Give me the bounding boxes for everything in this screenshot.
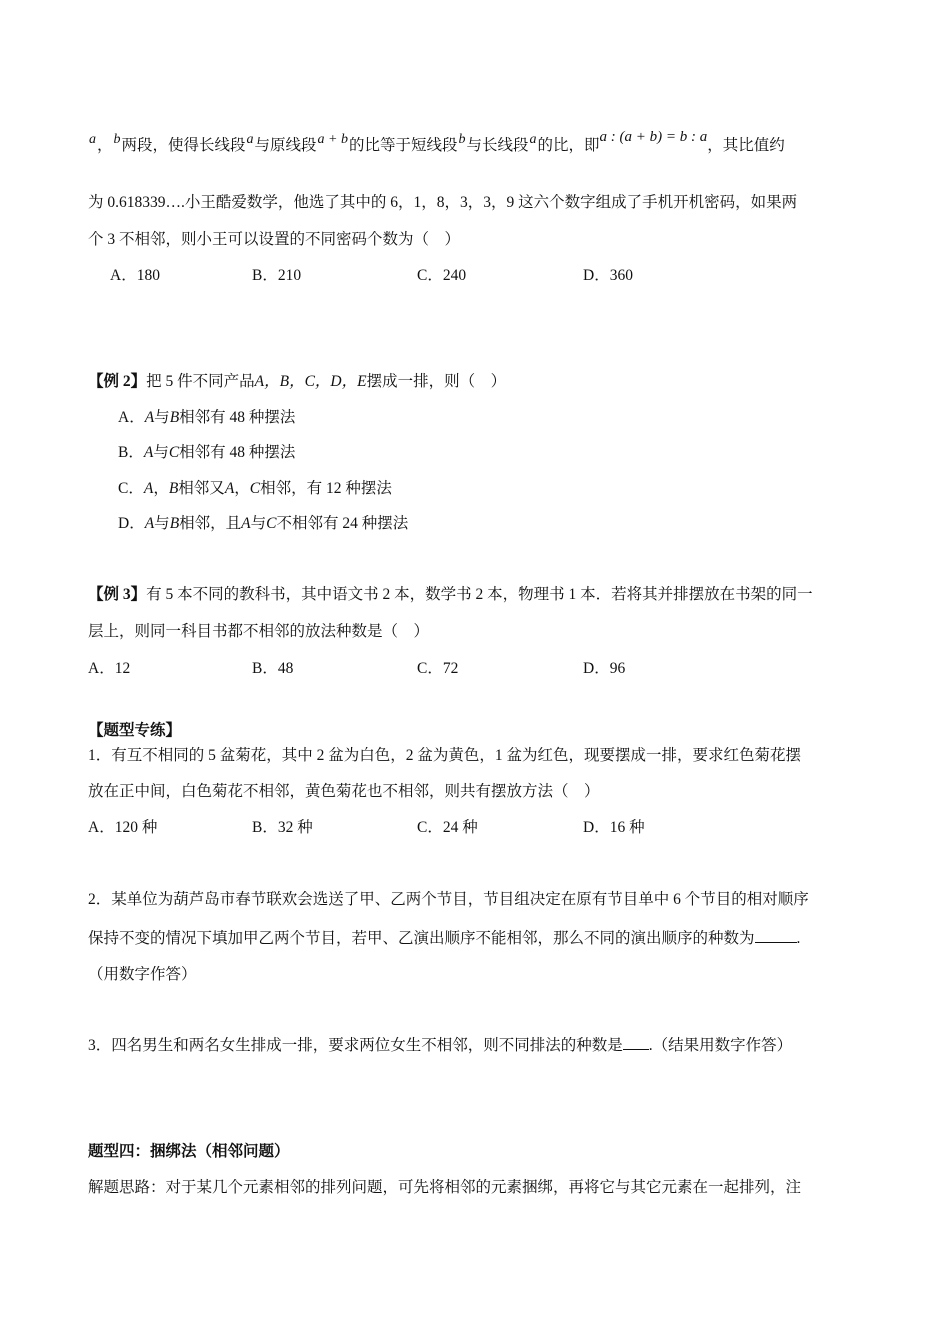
var: A bbox=[144, 409, 155, 426]
option-b: B．48 bbox=[252, 660, 294, 677]
text-segment: 与 bbox=[154, 515, 170, 532]
text-segment: 的比，即 bbox=[537, 137, 600, 154]
option-c: C．24 种 bbox=[417, 819, 478, 836]
golden-ratio-formula: a : (a + b) = b : a bbox=[599, 129, 708, 145]
intro-line-1 bbox=[88, 129, 862, 158]
practice-heading: 【题型专练】 bbox=[88, 722, 182, 739]
text-segment: 摆成一排，则（ ） bbox=[366, 373, 507, 390]
text-segment: 保持不变的情况下填加甲乙两个节目，若甲、乙演出顺序不能相邻，那么不同的演出顺序的种数为 bbox=[88, 930, 755, 947]
example-3-label: 【例 3】 bbox=[88, 586, 147, 603]
text-segment: 与长线段 bbox=[466, 137, 529, 154]
product-vars: A，B，C，D，E bbox=[254, 373, 367, 390]
text-segment: 与原线段 bbox=[254, 137, 317, 154]
option-a: A．120 种 bbox=[88, 819, 158, 836]
section-4-heading: 题型四：捆绑法（相邻问题） bbox=[88, 1143, 290, 1160]
practice-q3-line bbox=[88, 1035, 862, 1057]
practice-q1-line-1: 1．有互不相同的 5 盆菊花，其中 2 盆为白色，2 盆为黄色，1 盆为红色，现要摆成一排，要求红色菊花摆 bbox=[88, 747, 802, 764]
text-segment: 与 bbox=[250, 515, 267, 532]
practice-q2-line-1: 2．某单位为葫芦岛市春节联欢会选送了甲、乙两个节目，节目组决定在原有节目单中 6 个节目的相对顺序 bbox=[88, 891, 809, 908]
text-segment: ，其比值约 bbox=[707, 137, 785, 154]
text-segment: 与 bbox=[153, 444, 169, 461]
option-prefix: D． bbox=[118, 515, 145, 532]
math-b: b bbox=[458, 132, 466, 147]
math-a-plus-b: a + b bbox=[317, 132, 348, 147]
example-2-label: 【例 2】 bbox=[88, 373, 147, 390]
example-2-option-b bbox=[118, 442, 862, 464]
option-d: D．16 种 bbox=[583, 819, 645, 836]
text-segment: 相邻又 bbox=[178, 480, 225, 497]
text-segment: 不相邻有 24 种摆法 bbox=[276, 515, 409, 532]
var: C bbox=[249, 480, 261, 497]
var: B bbox=[169, 409, 180, 426]
var: A bbox=[143, 444, 154, 461]
intro-options bbox=[88, 265, 862, 287]
text-segment: 相邻有 48 种摆法 bbox=[179, 444, 296, 461]
option-prefix: A． bbox=[118, 409, 145, 426]
text-segment: 相邻有 48 种摆法 bbox=[179, 409, 296, 426]
text-segment: . bbox=[796, 930, 801, 947]
text-segment: 相邻，有 12 种摆法 bbox=[260, 480, 392, 497]
answer-blank[interactable] bbox=[623, 1035, 649, 1050]
practice-q2-line-3: （用数字作答） bbox=[88, 966, 197, 983]
answer-blank[interactable] bbox=[755, 928, 797, 943]
example-2-stem bbox=[88, 371, 862, 393]
example-3-options bbox=[88, 658, 862, 680]
example-2-option-a bbox=[118, 407, 862, 429]
text-segment: 的比等于短线段 bbox=[349, 137, 458, 154]
var: C bbox=[168, 444, 180, 461]
var: A bbox=[144, 515, 155, 532]
var: A bbox=[224, 480, 235, 497]
var: B bbox=[168, 480, 179, 497]
option-prefix: B． bbox=[118, 444, 144, 461]
math-a: a bbox=[529, 132, 537, 147]
text-segment: 3．四名男生和两名女生排成一排，要求两位女生不相邻，则不同排法的种数是 bbox=[88, 1037, 623, 1054]
math-a: a bbox=[89, 132, 96, 147]
example-3-line-2: 层上，则同一科目书都不相邻的放法种数是（ ） bbox=[88, 623, 430, 640]
practice-q1-line-2: 放在正中间，白色菊花不相邻，黄色菊花也不相邻，则共有摆放方法（ ） bbox=[88, 783, 600, 800]
text-segment: .（结果用数字作答） bbox=[648, 1037, 793, 1054]
intro-line-2: 为 0.618339….小王酷爱数学，他选了其中的 6，1，8，3，3，9 这六个数字组成了手机开机密码，如果两 bbox=[88, 194, 798, 211]
math-a: a bbox=[246, 132, 254, 147]
var: C bbox=[266, 515, 277, 532]
comma: ， bbox=[97, 137, 113, 154]
text-segment: ， bbox=[234, 480, 250, 497]
option-b: B．32 种 bbox=[252, 819, 313, 836]
option-c: C．72 bbox=[417, 660, 459, 677]
option-b: B．210 bbox=[252, 267, 302, 284]
intro-line-3: 个 3 不相邻，则小王可以设置的不同密码个数为（ ） bbox=[88, 231, 461, 248]
example-3-line-1 bbox=[88, 584, 862, 606]
practice-q2-line-2 bbox=[88, 928, 862, 950]
example-2-option-d bbox=[118, 513, 862, 535]
example-2-option-c bbox=[118, 478, 862, 500]
option-prefix: C． bbox=[118, 480, 144, 497]
practice-q1-options bbox=[88, 817, 862, 839]
text-segment: 有 5 本不同的教科书，其中语文书 2 本，数学书 2 本，物理书 1 本．若将其并排摆放在书架的同一 bbox=[146, 586, 813, 603]
text-segment: ， bbox=[153, 480, 169, 497]
option-d: D．96 bbox=[583, 660, 626, 677]
text-segment: 相邻，且 bbox=[179, 515, 242, 532]
var: A bbox=[241, 515, 251, 532]
section-4-line-1: 解题思路：对于某几个元素相邻的排列问题，可先将相邻的元素捆绑，再将它与其它元素在一起排列，注 bbox=[88, 1179, 802, 1196]
option-a: A．12 bbox=[88, 660, 131, 677]
math-b: b bbox=[113, 132, 121, 147]
text-segment: 与 bbox=[154, 409, 170, 426]
var: B bbox=[169, 515, 180, 532]
option-a: A．180 bbox=[110, 267, 160, 284]
text-segment: 两段，使得长线段 bbox=[121, 137, 246, 154]
var: A bbox=[143, 480, 154, 497]
option-d: D．360 bbox=[583, 267, 633, 284]
text-segment: 把 5 件不同产品 bbox=[146, 373, 255, 390]
option-c: C．240 bbox=[417, 267, 467, 284]
